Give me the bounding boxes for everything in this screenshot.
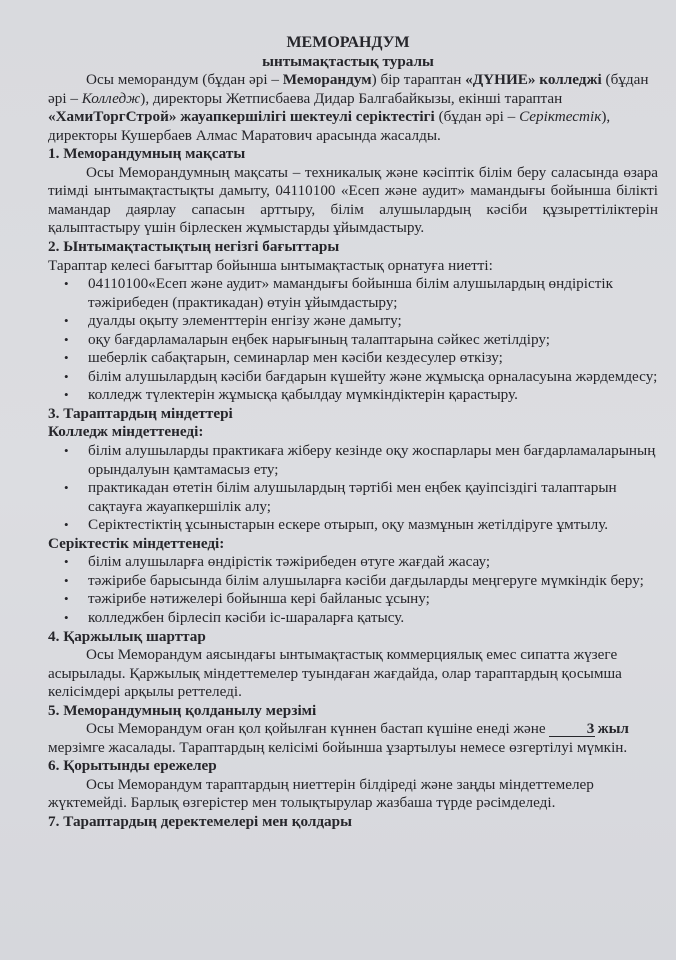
list-item — [64, 330, 658, 350]
bullet-icon: • — [64, 331, 69, 347]
list-item-text: шеберлік сабақтарын, семинарлар мен кәсіби кездесулер өткізу; — [88, 349, 503, 367]
list-item — [64, 349, 658, 368]
list-item — [64, 367, 658, 387]
section-2-lead: Тараптар келесі бағыттар бойынша ынтымақтастық орнатуға ниетті: — [48, 256, 493, 274]
partner-obligations-heading: Серіктестік міндеттенеді: — [48, 534, 225, 552]
list-item — [64, 590, 658, 609]
list-item-text: Серіктестіктің ұсыныстарын ескере отырып, оқу мазмұнын жетілдіруге ұмтылу. — [88, 516, 609, 534]
term-text-before: Осы Меморандум оған қол қойылған күннен бастап күшіне енеді және — [86, 720, 546, 738]
document-title: МЕМОРАНДУМ — [286, 34, 410, 51]
intro-text: ), директоры Жетписбаева Дидар Балгабайкызы, екінші тараптан — [140, 89, 563, 107]
document-subtitle: ынтымақтастық туралы — [262, 52, 434, 70]
bullet-icon: • — [64, 591, 69, 607]
bullet-icon: • — [64, 350, 69, 366]
section-2-heading: 2. Ынтымақтастықтың негізгі бағыттары — [48, 238, 340, 256]
list-item-text: колледж түлектерін жұмысқа қабылдау мүмкіндіктерін қарастыру. — [88, 386, 518, 404]
list-item — [64, 479, 658, 516]
section-6-heading: 6. Қорытынды ережелер — [48, 757, 217, 775]
section-4-text: Осы Меморандум аясындағы ынтымақтастық коммерциялық емес сипатта жүзеге асырылады. Қаржылық міндеттемелер туындаған жағдайда, олар тараптардың қосымша келісімдері арқылы реттеледі. — [48, 646, 622, 701]
list-item-text: колледжбен бірлесіп кәсіби іс-шараларға қатысу. — [88, 608, 405, 626]
list-item-text: 04110100«Есеп және аудит» мамандығы бойынша білім алушылардың өндірістік тәжірибеден (практикадан) өтуін ұйымдастыру; — [88, 275, 613, 311]
bullet-icon: • — [64, 517, 69, 533]
intro-college-name: «ДҮНИЕ» колледжі — [465, 71, 602, 89]
list-item-text: практикадан өтетін білім алушылардың тәртібі мен еңбек қауіпсіздігі талаптарын сақтауға жауапкершілік алу; — [88, 479, 617, 515]
bullet-icon: • — [64, 572, 69, 588]
intro-partner-term: Серіктестік — [519, 108, 602, 126]
section-7-heading: 7. Тараптардың деректемелері мен қолдары — [48, 812, 352, 830]
intro-college-term: Колледж — [81, 89, 141, 107]
college-obligations-heading: Колледж міндеттенеді: — [48, 423, 204, 441]
bullet-icon: • — [64, 368, 69, 384]
list-item-text: тәжірибе нәтижелері бойынша кері байланыс ұсыну; — [88, 590, 430, 608]
list-item — [64, 608, 658, 628]
bullet-icon: • — [64, 480, 69, 496]
list-item-text: оқу бағдарламаларын еңбек нарығының талаптарына сәйкес жетілдіру; — [88, 330, 550, 348]
intro-memorandum-term: Меморандум — [282, 71, 372, 89]
intro-paragraph — [48, 71, 658, 145]
list-item-text: білім алушылардың кәсіби бағдарын күшейту және жұмысқа орналасуына жәрдемдесу; — [88, 367, 658, 385]
list-item-text: дуалды оқыту элементтерін енгізу және дамыту; — [88, 312, 402, 330]
bullet-icon: • — [64, 387, 69, 403]
intro-text: (бұдан әрі – — [48, 71, 649, 107]
list-item — [64, 516, 658, 535]
term-text-after: мерзімге жасалады. Тараптардың келісімі бойынша ұзартылуы немесе өзгертілуі мүмкін. — [48, 738, 628, 756]
term-unit: жыл — [597, 720, 629, 738]
memorandum-body — [48, 34, 658, 832]
list-item — [64, 312, 658, 331]
section-6-text: Осы Меморандум тараптардың ниеттерін білдіреді және заңды міндеттемелер жүктемейді. Барлық өзгерістер мен толықтырулар жазбаша түрде рәсімделеді. — [48, 775, 594, 812]
section-5-heading: 5. Меморандумның қолданылу мерзімі — [48, 701, 317, 719]
list-item — [64, 571, 658, 591]
partner-obligations-list — [48, 553, 658, 627]
intro-text: Осы меморандум (бұдан әрі – — [86, 71, 283, 89]
term-value-field: 3 — [549, 721, 595, 737]
section-1-heading: 1. Меморандумның мақсаты — [48, 145, 246, 163]
section-3-heading: 3. Тараптардың міндеттері — [48, 404, 233, 422]
intro-text: (бұдан әрі – — [434, 108, 520, 126]
list-item-text: тәжірибе барысында білім алушыларға кәсіби дағдыларды меңгеруге мүмкіндік беру; — [88, 571, 644, 589]
list-item — [64, 442, 658, 479]
college-obligations-list — [48, 442, 658, 535]
list-item — [64, 553, 658, 572]
list-item — [64, 275, 658, 312]
section-1-text: Осы Меморандумның мақсаты – техникалық және кәсіптік білім беру саласында өзара тиімді ынтымақтастықты дамыту, 04110100 «Есеп және аудит» мамандығы бойынша білікті мамандар даярлау сапасын арттыру, білім алушылардың кәсіби құзыреттіліктерін қалыптастыру үшін бірлескен жұмыстарды ұйымдастыру. — [48, 163, 658, 237]
bullet-icon: • — [64, 554, 69, 570]
bullet-icon: • — [64, 313, 69, 329]
list-item-text: білім алушыларды практикаға жіберу кезінде оқу жоспарлары мен бағдарламаларының орындалуын қамтамасыз ету; — [88, 442, 656, 478]
intro-text: ) бір тараптан — [371, 71, 466, 89]
section-2-list — [48, 275, 658, 405]
bullet-icon: • — [64, 276, 69, 292]
list-item — [64, 386, 658, 405]
intro-partner-name: «ХамиТоргСтрой» жауапкершілігі шектеулі серіктестігі — [48, 108, 435, 126]
bullet-icon: • — [64, 609, 69, 625]
bullet-icon: • — [64, 443, 69, 459]
section-4-heading: 4. Қаржылық шарттар — [48, 627, 206, 645]
section-5-text — [48, 720, 658, 757]
list-item-text: білім алушыларға өндірістік тәжірибеден өтуге жағдай жасау; — [88, 553, 491, 571]
intro-text: ), директоры Кушербаев Алмас Маратович арасында жасалды. — [48, 108, 611, 144]
